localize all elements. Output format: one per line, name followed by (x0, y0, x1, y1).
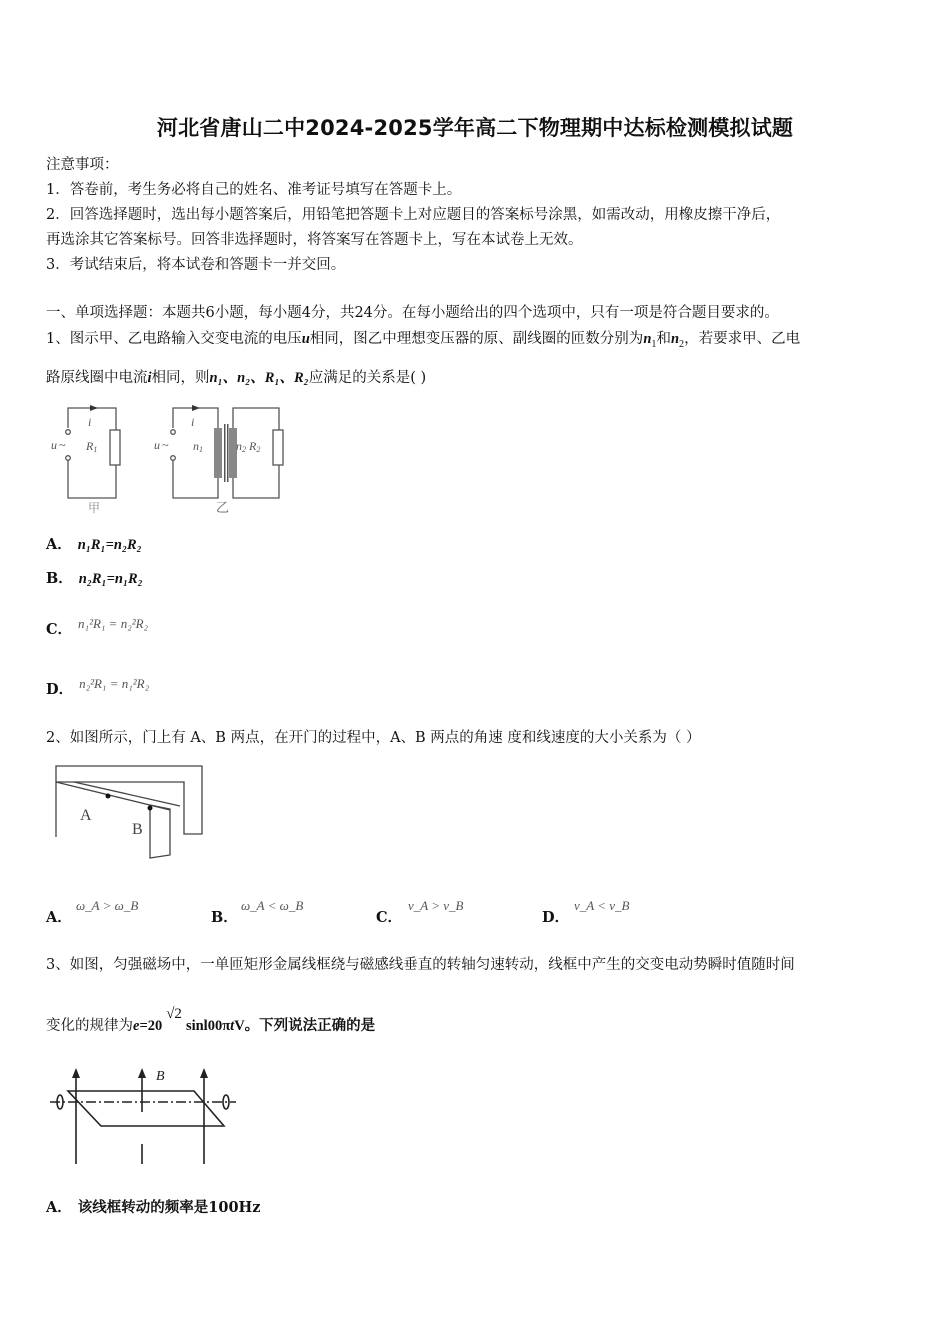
option-label[interactable]: D． (542, 909, 570, 926)
option-text: 该线框转动的频率是100Hz (77, 1199, 261, 1216)
option-text: n₂R₁=n₁R₂ (78, 571, 143, 587)
q1-text: 和 (656, 331, 671, 347)
section-heading: 一、单项选择题：本题共6小题，每小题4分，共24分。在每小题给出的四个选项中，只有一项是符合题目要求的。 (46, 305, 779, 321)
page-title: 河北省唐山二中2024-2025学年高二下物理期中达标检测模拟试题 (156, 116, 794, 140)
q1-line-1 (46, 327, 800, 350)
option-text: n₁²R₁ = n₂²R₂ (78, 616, 149, 631)
point-b-label: B (132, 821, 143, 838)
svg-text:~: ~ (162, 438, 169, 452)
q3-text: V。下列说法正确的是 (234, 1018, 376, 1034)
option-text: ω_A < ω_B (241, 898, 304, 913)
option-label: B． (46, 570, 73, 587)
var-u: u (301, 331, 310, 347)
svg-text:R1: R1 (86, 439, 98, 454)
q1-option-c[interactable] (46, 612, 149, 638)
q1-option-d[interactable] (46, 672, 150, 698)
svg-text:i: i (191, 415, 195, 429)
var-t: t (230, 1018, 235, 1034)
q3-text: =20 (139, 1018, 163, 1034)
svg-text:n1: n1 (193, 439, 203, 454)
q1-vars: n₁、n₂、R₁、R₂ (209, 370, 309, 386)
q1-option-a[interactable] (46, 533, 142, 554)
circuit-figure (46, 400, 291, 515)
q3-line-1: 3、如图，匀强磁场中，一单匝矩形金属线框绕与磁感线垂直的转轴匀速转动，线框中产生的交变电动势瞬时值随时间 (46, 957, 795, 973)
door-figure (52, 762, 207, 862)
option-label[interactable]: C． (376, 909, 403, 926)
option-text: n₁R₁=n₂R₂ (77, 537, 142, 553)
q2-text: 2、如图所示，门上有 A、B 两点，在开门的过程中，A、B 两点的角速 度和线速度的大小关系为（ ） (46, 730, 701, 746)
option-label: A． (46, 1199, 72, 1216)
var-i: i (147, 370, 152, 386)
option-text: n₂²R₁ = n₁²R₂ (79, 676, 150, 691)
notice-item-2: 2．回答选择题时，选出每小题答案后，用铅笔把答题卡上对应题目的答案标号涂黑，如需改动，用橡皮擦干净后， (46, 207, 781, 223)
rotating-frame-figure (46, 1064, 246, 1174)
point-a-label: A (80, 807, 92, 824)
q1-text: 相同，则 (151, 370, 210, 386)
svg-text:R2: R2 (249, 439, 261, 454)
var-e: e (133, 1018, 140, 1034)
q3-line-2 (46, 1006, 376, 1035)
notice-item-3: 3．考试结束后，将本试卷和答题卡一并交回。 (46, 257, 346, 273)
var-n2: n (670, 331, 680, 347)
notice-item-1: 1．答卷前，考生务必将自己的姓名、准考证号填写在答题卡上。 (46, 182, 462, 198)
b-field-label: B (156, 1069, 165, 1084)
svg-text:n2: n2 (236, 439, 246, 454)
q1-text: 应满足的关系是( ) (308, 370, 427, 386)
sub: 1 (651, 338, 657, 350)
svg-text:u: u (154, 438, 160, 452)
option-text: v_A > v_B (408, 898, 464, 913)
q3-text: 变化的规律为 (46, 1018, 133, 1034)
option-label[interactable]: A． (46, 909, 72, 926)
fig-label-yi: 乙 (216, 500, 230, 515)
fig-i-label: i (88, 415, 92, 429)
q3-text: sinl00π (185, 1018, 231, 1034)
q1-text: 相同，图乙中理想变压器的原、副线圈的匝数分别为 (309, 331, 644, 347)
option-label: A． (46, 536, 72, 553)
q1-text: ，若要求甲、乙电 (684, 331, 801, 347)
q3-option-a[interactable] (46, 1196, 260, 1217)
option-label[interactable]: B． (211, 909, 238, 926)
q1-text: 路原线圈中电流 (46, 370, 148, 386)
fig-u-label: u (51, 438, 57, 452)
sqrt-2: √2 (166, 1006, 182, 1022)
fig-label-jia: 甲 (88, 501, 101, 515)
q1-option-b[interactable] (46, 567, 143, 588)
q1-line-2 (46, 366, 426, 387)
notice-item-2-cont: 再选涂其它答案标号。回答非选择题时，将答案写在答题卡上，写在本试卷上无效。 (46, 232, 583, 248)
option-label: D． (46, 681, 74, 698)
q1-text: 1、图示甲、乙电路输入交变电流的电压 (46, 331, 302, 347)
option-text: v_A < v_B (574, 898, 630, 913)
option-text: ω_A > ω_B (76, 898, 139, 913)
option-label: C． (46, 621, 73, 638)
notice-heading: 注意事项： (46, 157, 119, 173)
sub: 2 (679, 338, 685, 350)
svg-text:~: ~ (59, 438, 66, 452)
var-n1: n (643, 331, 652, 347)
